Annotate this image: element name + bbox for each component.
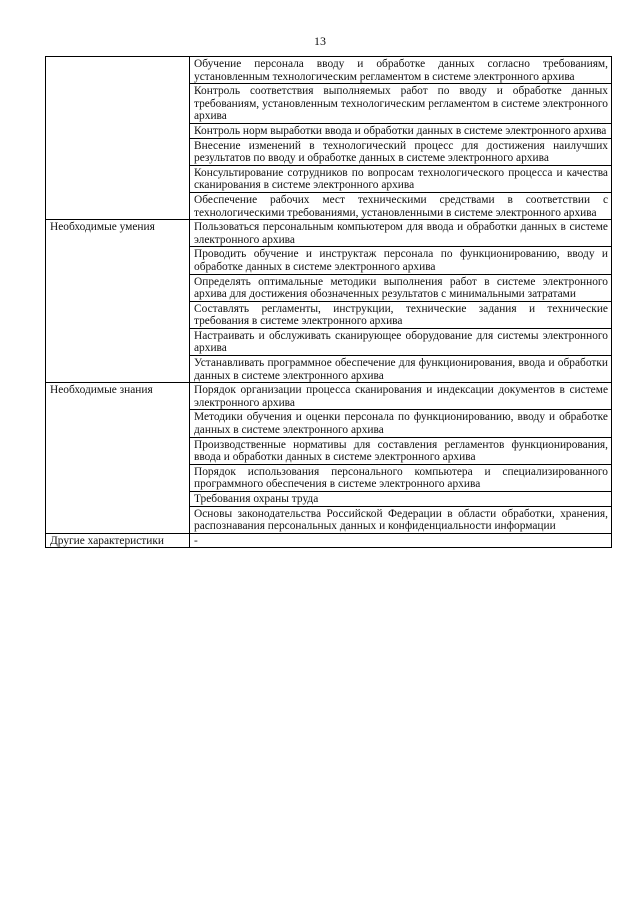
section-label: Необходимые знания	[46, 383, 190, 534]
section-label: Другие характеристики	[46, 533, 190, 548]
requirement-item: Контроль норм выработки ввода и обработки данных в системе электронного архива	[190, 123, 612, 138]
section-label	[46, 57, 190, 220]
requirement-item: -	[190, 533, 612, 548]
table-row	[46, 533, 612, 548]
requirement-item: Составлять регламенты, инструкции, технические задания и технические требования в системе электронного архива	[190, 301, 612, 328]
requirement-item: Обучение персонала вводу и обработке данных согласно требованиям, установленным технологическим регламентом в системе электронного архива	[190, 57, 612, 84]
requirement-item: Внесение изменений в технологический процесс для достижения наилучших результатов по вводу и обработке данных в системе электронного архива	[190, 138, 612, 165]
requirement-item: Порядок организации процесса сканирования и индексации документов в системе электронного архива	[190, 383, 612, 410]
requirement-item: Порядок использования персонального компьютера и специализированного программного обеспечения в системе электронного архива	[190, 464, 612, 491]
table-row	[46, 220, 612, 247]
requirement-item: Пользоваться персональным компьютером для ввода и обработки данных в системе электронного архива	[190, 220, 612, 247]
requirement-item: Производственные нормативы для составления регламентов функционирования, ввода и обработки данных в системе электронного архива	[190, 437, 612, 464]
requirement-item: Консультирование сотрудников по вопросам технологического процесса и качества сканирования в системе электронного архива	[190, 165, 612, 192]
requirement-item: Основы законодательства Российской Федерации в области обработки, хранения, распознавания персональных данных и конфиденциальности информации	[190, 506, 612, 533]
qualification-table	[45, 56, 612, 548]
requirement-item: Проводить обучение и инструктаж персонала по функционированию, вводу и обработке данных в системе электронного архива	[190, 247, 612, 274]
requirement-item: Требования охраны труда	[190, 492, 612, 507]
table-row	[46, 383, 612, 410]
section-label: Необходимые умения	[46, 220, 190, 383]
page-number: 13	[314, 34, 326, 48]
requirement-item: Методики обучения и оценки персонала по функционированию, вводу и обработке данных в системе электронного архива	[190, 410, 612, 437]
requirement-item: Определять оптимальные методики выполнения работ в системе электронного архива для достижения обозначенных результатов с минимальными затратами	[190, 274, 612, 301]
requirement-item: Настраивать и обслуживать сканирующее оборудование для системы электронного архива	[190, 328, 612, 355]
requirement-item: Контроль соответствия выполняемых работ по вводу и обработке данных требованиям, установленным технологическим регламентом в системе электронного архива	[190, 84, 612, 124]
requirement-item: Устанавливать программное обеспечение для функционирования, ввода и обработки данных в системе электронного архива	[190, 356, 612, 383]
table-body	[46, 57, 612, 548]
table-row	[46, 57, 612, 84]
requirement-item: Обеспечение рабочих мест техническими средствами в соответствии с технологическими требованиями, установленными в системе электронного архива	[190, 192, 612, 219]
